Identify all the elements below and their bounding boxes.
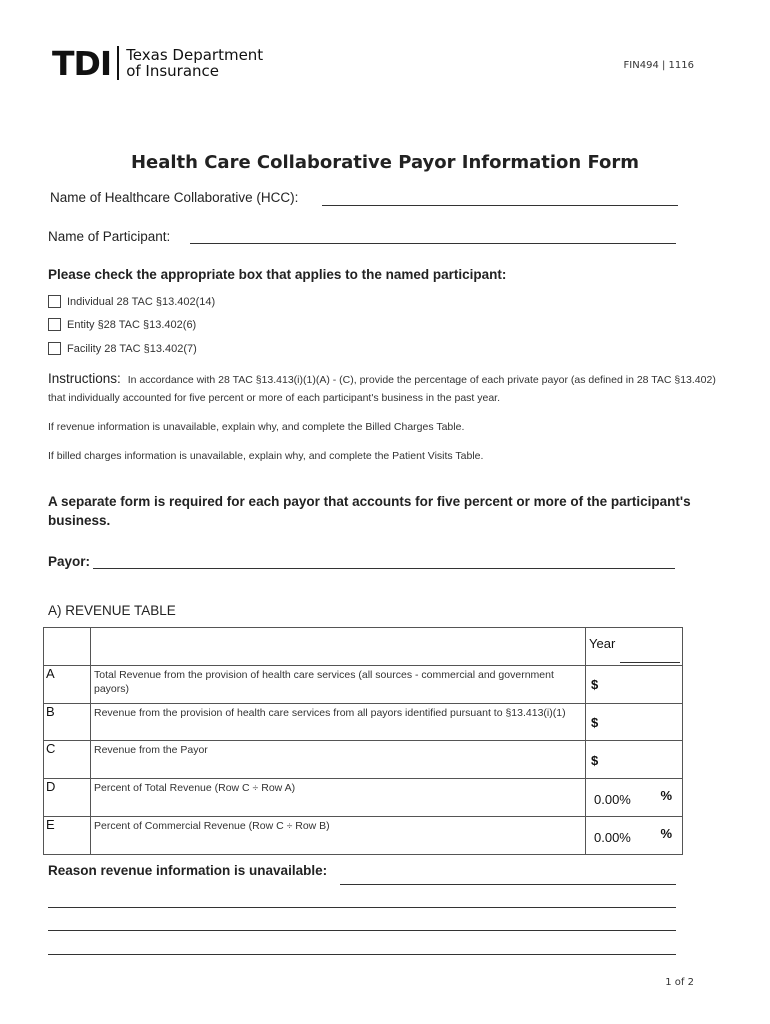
value-cell-c[interactable] xyxy=(586,741,683,779)
checkbox-row-individual[interactable] xyxy=(48,295,215,308)
logo-line-2: of Insurance xyxy=(126,62,220,80)
value-cell-b[interactable] xyxy=(586,704,683,741)
form-title: Health Care Collaborative Payor Information Form xyxy=(130,152,640,173)
participant-input-line[interactable] xyxy=(190,243,676,244)
row-letter: B xyxy=(44,704,91,741)
reason-input-line-4[interactable] xyxy=(48,954,676,955)
billed-unavailable-note: If billed charges information is unavailable, explain why, and complete the Patient Visits Table. xyxy=(48,450,484,462)
reason-input-line-2[interactable] xyxy=(48,907,676,908)
checkbox-label: Facility 28 TAC §13.402(7) xyxy=(67,342,197,355)
row-description: Percent of Total Revenue (Row C ÷ Row A) xyxy=(91,779,586,817)
row-letter: D xyxy=(44,779,91,817)
table-row xyxy=(44,666,683,704)
percent-value: 0.00% xyxy=(594,792,631,807)
reason-input-line-1[interactable] xyxy=(340,884,676,885)
checkbox-label: Individual 28 TAC §13.402(14) xyxy=(67,295,216,308)
value-cell-e[interactable] xyxy=(586,817,683,855)
value-cell-a[interactable] xyxy=(586,666,683,704)
row-description: Revenue from the Payor xyxy=(91,741,586,779)
revenue-unavailable-note: If revenue information is unavailable, explain why, and complete the Billed Charges Table. xyxy=(48,421,465,433)
percent-value: 0.00% xyxy=(594,830,631,845)
payor-input-line[interactable] xyxy=(93,568,675,569)
participant-label: Name of Participant: xyxy=(48,229,171,244)
percent-sign: % xyxy=(660,826,672,841)
revenue-table-heading: A) REVENUE TABLE xyxy=(48,603,176,618)
separate-form-note: A separate form is required for each payor that accounts for five percent or more of the participant's business. xyxy=(48,494,691,528)
checkbox-entity[interactable] xyxy=(48,318,61,331)
revenue-table xyxy=(43,627,683,855)
instructions-heading: Instructions: xyxy=(48,371,121,386)
logo-text xyxy=(126,47,263,79)
row-letter: A xyxy=(44,666,91,704)
percent-sign: % xyxy=(660,788,672,803)
dollar-sign: $ xyxy=(591,715,599,730)
checkbox-individual[interactable] xyxy=(48,295,61,308)
instructions xyxy=(48,370,720,407)
dollar-sign: $ xyxy=(591,753,599,768)
year-label: Year xyxy=(589,636,616,651)
table-row xyxy=(44,741,683,779)
dollar-sign: $ xyxy=(591,677,599,692)
table-row xyxy=(44,779,683,817)
row-description: Revenue from the provision of health care services from all payors identified pursuant to §13.413(i)(1) xyxy=(91,704,586,741)
instructions-text: In accordance with 28 TAC §13.413(i)(1)(A) - (C), provide the percentage of each private payor (as defined in 28 TAC §13.402) that individually accounted for five percent or more of each participant's business in the past year. xyxy=(48,374,716,404)
table-row xyxy=(44,817,683,855)
logo-line-1: Texas Department xyxy=(126,46,264,64)
checkbox-prompt: Please check the appropriate box that applies to the named participant: xyxy=(48,267,507,282)
checkbox-row-entity[interactable] xyxy=(48,318,196,331)
logo-mark: TDI xyxy=(52,43,112,83)
row-description: Percent of Commercial Revenue (Row C ÷ Row B) xyxy=(91,817,586,855)
page-number: 1 of 2 xyxy=(665,977,694,988)
checkbox-row-facility[interactable] xyxy=(48,342,197,355)
hcc-input-line[interactable] xyxy=(322,205,678,206)
form-code: FIN494 | 1116 xyxy=(623,60,694,71)
table-row xyxy=(44,704,683,741)
table-header-row xyxy=(44,628,683,666)
hcc-label: Name of Healthcare Collaborative (HCC): xyxy=(50,190,299,205)
row-letter: E xyxy=(44,817,91,855)
logo-divider xyxy=(117,46,119,80)
checkbox-label: Entity §28 TAC §13.402(6) xyxy=(67,318,197,331)
year-cell[interactable] xyxy=(586,628,683,666)
checkbox-facility[interactable] xyxy=(48,342,61,355)
year-input-line[interactable] xyxy=(620,662,680,663)
value-cell-d[interactable] xyxy=(586,779,683,817)
row-letter: C xyxy=(44,741,91,779)
reason-label: Reason revenue information is unavailable: xyxy=(48,863,328,878)
payor-label: Payor: xyxy=(48,554,91,569)
tdi-logo xyxy=(52,43,264,83)
row-description: Total Revenue from the provision of health care services (all sources - commercial and government payors) xyxy=(91,666,586,704)
reason-input-line-3[interactable] xyxy=(48,930,676,931)
